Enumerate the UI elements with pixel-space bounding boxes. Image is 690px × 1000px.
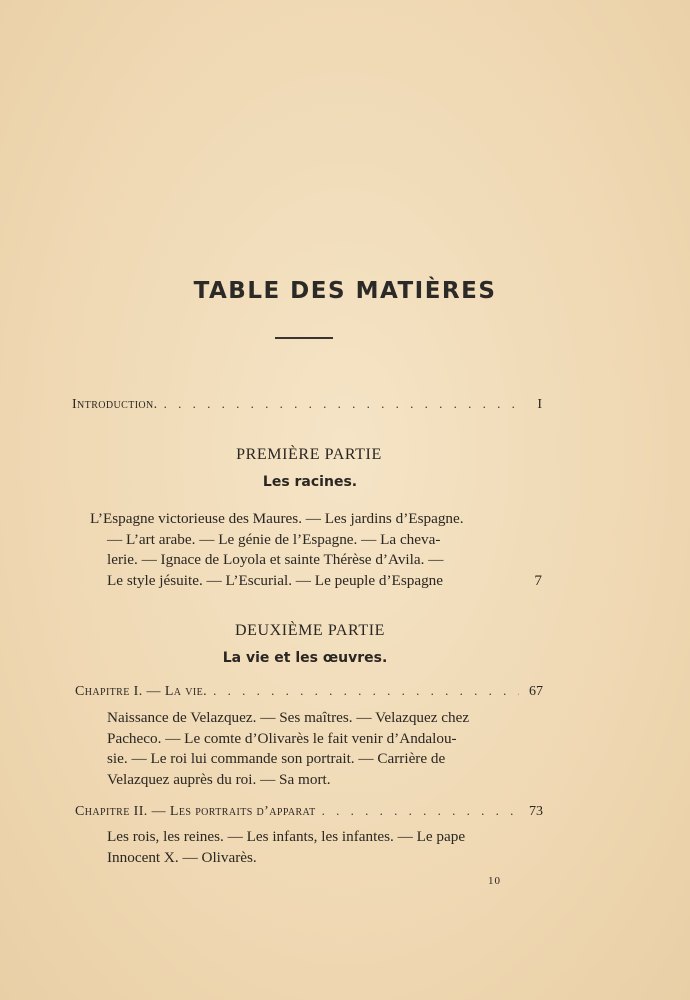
entry-page: 67 — [529, 684, 543, 699]
part1-description — [90, 509, 542, 591]
desc-line: Le style jésuite. — L’Escurial. — Le peuple d’Espagne — [107, 571, 443, 589]
part-subtitle-1: Les racines. — [262, 474, 358, 490]
entry-page: I — [537, 397, 542, 412]
desc-line: — L’art arabe. — Le génie de l’Espagne. — La cheva- — [107, 530, 441, 548]
desc-line: L’Espagne victorieuse des Maures. — Les jardins d’Espagne. — [90, 510, 464, 527]
part-heading-1: PREMIÈRE PARTIE — [236, 446, 382, 463]
toc-entry-introduction — [72, 396, 542, 413]
dot-leader — [213, 683, 519, 699]
entry-label: Chapitre I. — La vie. — [75, 684, 208, 699]
desc-line: Les rois, les reines. — Les infants, les infantes. — Le pape — [107, 828, 466, 845]
entry-label: Introduction. — [72, 397, 158, 412]
toc-entry-chapter-1 — [75, 683, 543, 700]
desc-line-with-page — [90, 571, 542, 592]
desc-line: Velazquez auprès du roi. — Sa mort. — [107, 770, 331, 788]
entry-label: Chapitre II. — Les portraits d’apparat — [75, 804, 316, 819]
part-subtitle-2: La vie et les œuvres. — [222, 650, 388, 666]
chapter1-description — [107, 708, 542, 790]
title-rule — [275, 337, 333, 339]
page-folio: 10 — [488, 875, 501, 887]
desc-line: sie. — Le roi lui commande son portrait. — Carrière de — [107, 750, 446, 768]
dot-leader — [164, 396, 518, 412]
desc-line: Naissance de Velazquez. — Ses maîtres. — Velazquez chez — [107, 709, 470, 726]
part-heading-2: DEUXIÈME PARTIE — [234, 622, 386, 639]
page-title: TABLE DES MATIÈRES — [193, 278, 497, 304]
entry-page: 73 — [529, 804, 543, 819]
desc-line: lerie. — Ignace de Loyola et sainte Thérèse d’Avila. — — [107, 551, 444, 569]
entry-page: 7 — [534, 571, 542, 589]
desc-line: Pacheco. — Le comte d’Olivarès le fait venir d’Andalou- — [107, 729, 457, 747]
toc-entry-chapter-2 — [75, 803, 543, 820]
chapter2-description — [107, 827, 544, 868]
desc-line: Innocent X. — Olivarès. — [107, 848, 257, 866]
dot-leader — [322, 803, 519, 819]
